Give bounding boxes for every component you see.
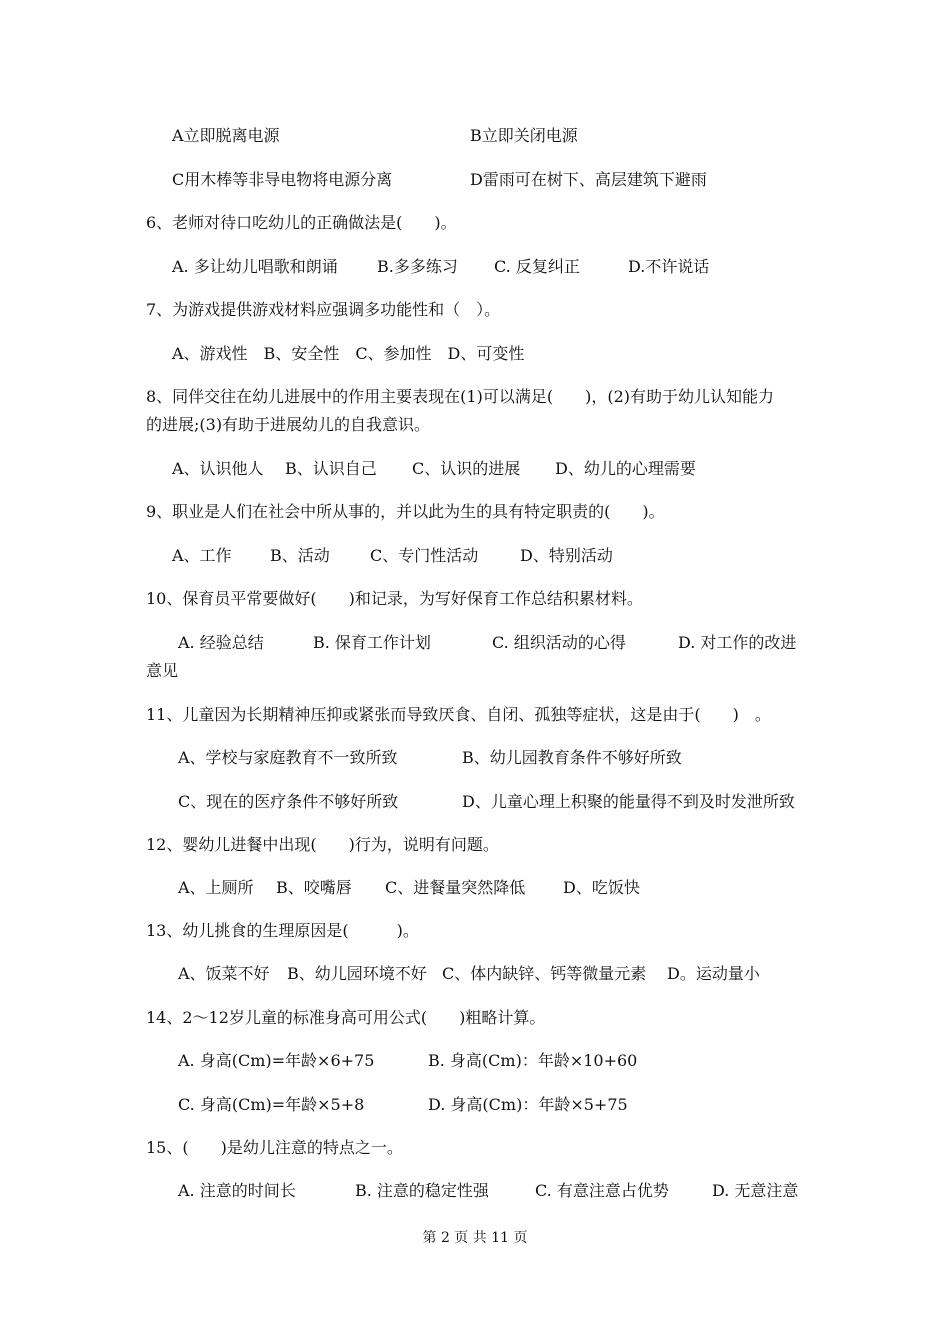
q6-option-a: A. 多让幼儿唱歌和朗诵	[172, 257, 338, 276]
q15-option-b: B. 注意的稳定性强	[355, 1181, 489, 1200]
q12-stem: 12、婴幼儿进餐中出现( )行为，说明有问题。	[146, 835, 499, 854]
q11-option-a: A、学校与家庭教育不一致所致	[178, 748, 398, 767]
q9-option-d: D、特别活动	[520, 546, 613, 565]
q6-stem: 6、老师对待口吃幼儿的正确做法是( )。	[146, 213, 457, 232]
q14-stem: 14、2～12岁儿童的标准身高可用公式( )粗略计算。	[146, 1008, 546, 1027]
q5-option-c: C用木棒等非导电物将电源分离	[172, 170, 393, 189]
q5-option-a: A立即脱离电源	[172, 126, 280, 145]
q11-option-d: D、儿童心理上积聚的能量得不到及时发泄所致	[462, 792, 795, 811]
q10-option-c: C. 组织活动的心得	[492, 633, 626, 652]
q13-option-b: B、幼儿园环境不好	[287, 964, 427, 983]
q11-option-b: B、幼儿园教育条件不够好所致	[462, 748, 682, 767]
q9-option-c: C、专门性活动	[370, 546, 479, 565]
q8-stem-line2: 的进展;(3)有助于进展幼儿的自我意识。	[146, 415, 431, 434]
q14-option-c: C. 身高(Cm)=年龄×5+8	[178, 1095, 365, 1114]
q8-option-d: D、幼儿的心理需要	[555, 459, 696, 478]
q10-option-b: B. 保育工作计划	[313, 633, 431, 652]
q8-stem-line1: 8、同伴交往在幼儿进展中的作用主要表现在(1)可以满足( )，(2)有助于幼儿认知能力	[146, 387, 774, 406]
q14-option-d: D. 身高(Cm)：年龄×5+75	[428, 1095, 628, 1114]
q15-option-c: C. 有意注意占优势	[535, 1181, 669, 1200]
q8-option-b: B、认识自己	[285, 459, 377, 478]
q13-option-c: C、体内缺锌、钙等微量元素	[442, 964, 647, 983]
q5-option-b: B立即关闭电源	[470, 126, 578, 145]
q15-option-d: D. 无意注意	[712, 1181, 799, 1200]
q5-option-d: D雷雨可在树下、高层建筑下避雨	[470, 170, 707, 189]
q12-option-a: A、上厕所	[178, 878, 254, 897]
q11-option-c: C、现在的医疗条件不够好所致	[178, 792, 399, 811]
q13-option-a: A、饭菜不好	[178, 964, 270, 983]
q10-option-d: D. 对工作的改进	[678, 633, 797, 652]
q10-option-a: A. 经验总结	[178, 633, 264, 652]
q8-option-a: A、认识他人	[172, 459, 264, 478]
q6-option-d: D.不许说话	[628, 257, 710, 276]
q12-option-c: C、进餐量突然降低	[385, 878, 526, 897]
q10-option-d-continued: 意见	[146, 661, 179, 680]
q9-stem: 9、职业是人们在社会中所从事的，并以此为生的具有特定职责的( )。	[146, 502, 665, 521]
page-footer: 第 2 页 共 11 页	[422, 1230, 528, 1246]
q12-option-b: B、咬嘴唇	[276, 878, 352, 897]
q6-option-b: B.多多练习	[377, 257, 458, 276]
q6-option-c: C. 反复纠正	[494, 257, 580, 276]
q15-stem: 15、( )是幼儿注意的特点之一。	[146, 1138, 403, 1157]
q14-option-a: A. 身高(Cm)=年龄×6+75	[178, 1051, 375, 1070]
q7-stem: 7、为游戏提供游戏材料应强调多功能性和（ ）。	[146, 300, 501, 319]
q14-option-b: B. 身高(Cm)：年龄×10+60	[428, 1051, 638, 1070]
q7-options: A、游戏性 B、安全性 C、参加性 D、可变性	[172, 344, 525, 363]
q11-stem: 11、儿童因为长期精神压抑或紧张而导致厌食、自闭、孤独等症状，这是由于( ) 。	[146, 705, 771, 724]
q8-option-c: C、认识的进展	[412, 459, 521, 478]
q10-stem: 10、保育员平常要做好( )和记录，为写好保育工作总结积累材料。	[146, 589, 643, 608]
q12-option-d: D、吃饭快	[563, 878, 640, 897]
q13-stem: 13、幼儿挑食的生理原因是( )。	[146, 921, 419, 940]
q15-option-a: A. 注意的时间长	[178, 1181, 296, 1200]
q13-option-d: D。运动量小	[667, 964, 760, 983]
q9-option-a: A、工作	[172, 546, 232, 565]
q9-option-b: B、活动	[270, 546, 330, 565]
